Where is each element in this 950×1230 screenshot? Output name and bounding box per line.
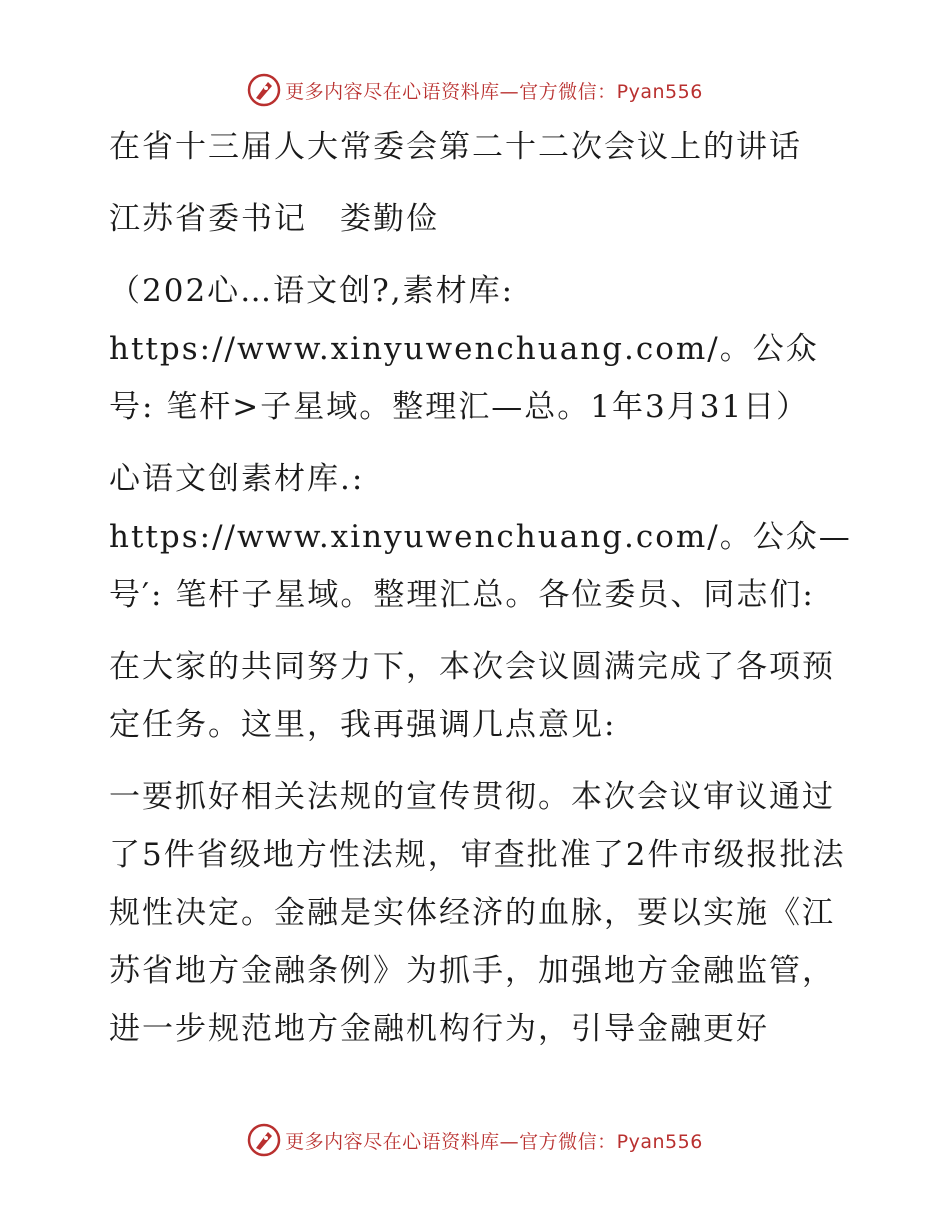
document-note: （202心…语文创?,素材库: https://www.xinyuwenchuang.com/。公众号: 笔杆>子星域。整理汇—总。1年3月31日） <box>109 273 819 425</box>
pen-nib-logo-icon <box>247 73 281 107</box>
paragraph-1: 在大家的共同努力下，本次会议圆满完成了各项预定任务。这里，我再强调几点意见: <box>109 649 835 743</box>
paragraph-2: 一要抓好相关法规的宣传贯彻。本次会议审议通过了5件省级地方性法规，审查批准了2件市级报批法规性决定。金融是实体经济的血脉，要以实施《江苏省地方金融条例》为抓手，加强地方金融监管，进一步规范地方金融机构行为，引导金融更好 <box>109 779 846 1047</box>
source-line: 心语文创素材库.: https://www.xinyuwenchuang.com/。公众—号′: 笔杆子星域。整理汇总。各位委员、同志们: <box>109 461 852 613</box>
document-body <box>97 118 857 1072</box>
pen-nib-logo-icon <box>247 1123 281 1157</box>
header-watermark <box>0 70 950 110</box>
watermark-text: 更多内容尽在心语资料库—官方微信：Pyan556 <box>285 1130 703 1153</box>
document-title: 在省十三届人大常委会第二十二次会议上的讲话 <box>109 129 802 165</box>
document-author: 江苏省委书记 娄勤俭 <box>109 201 439 237</box>
watermark-text: 更多内容尽在心语资料库—官方微信：Pyan556 <box>285 80 703 103</box>
footer-watermark <box>0 1120 950 1160</box>
